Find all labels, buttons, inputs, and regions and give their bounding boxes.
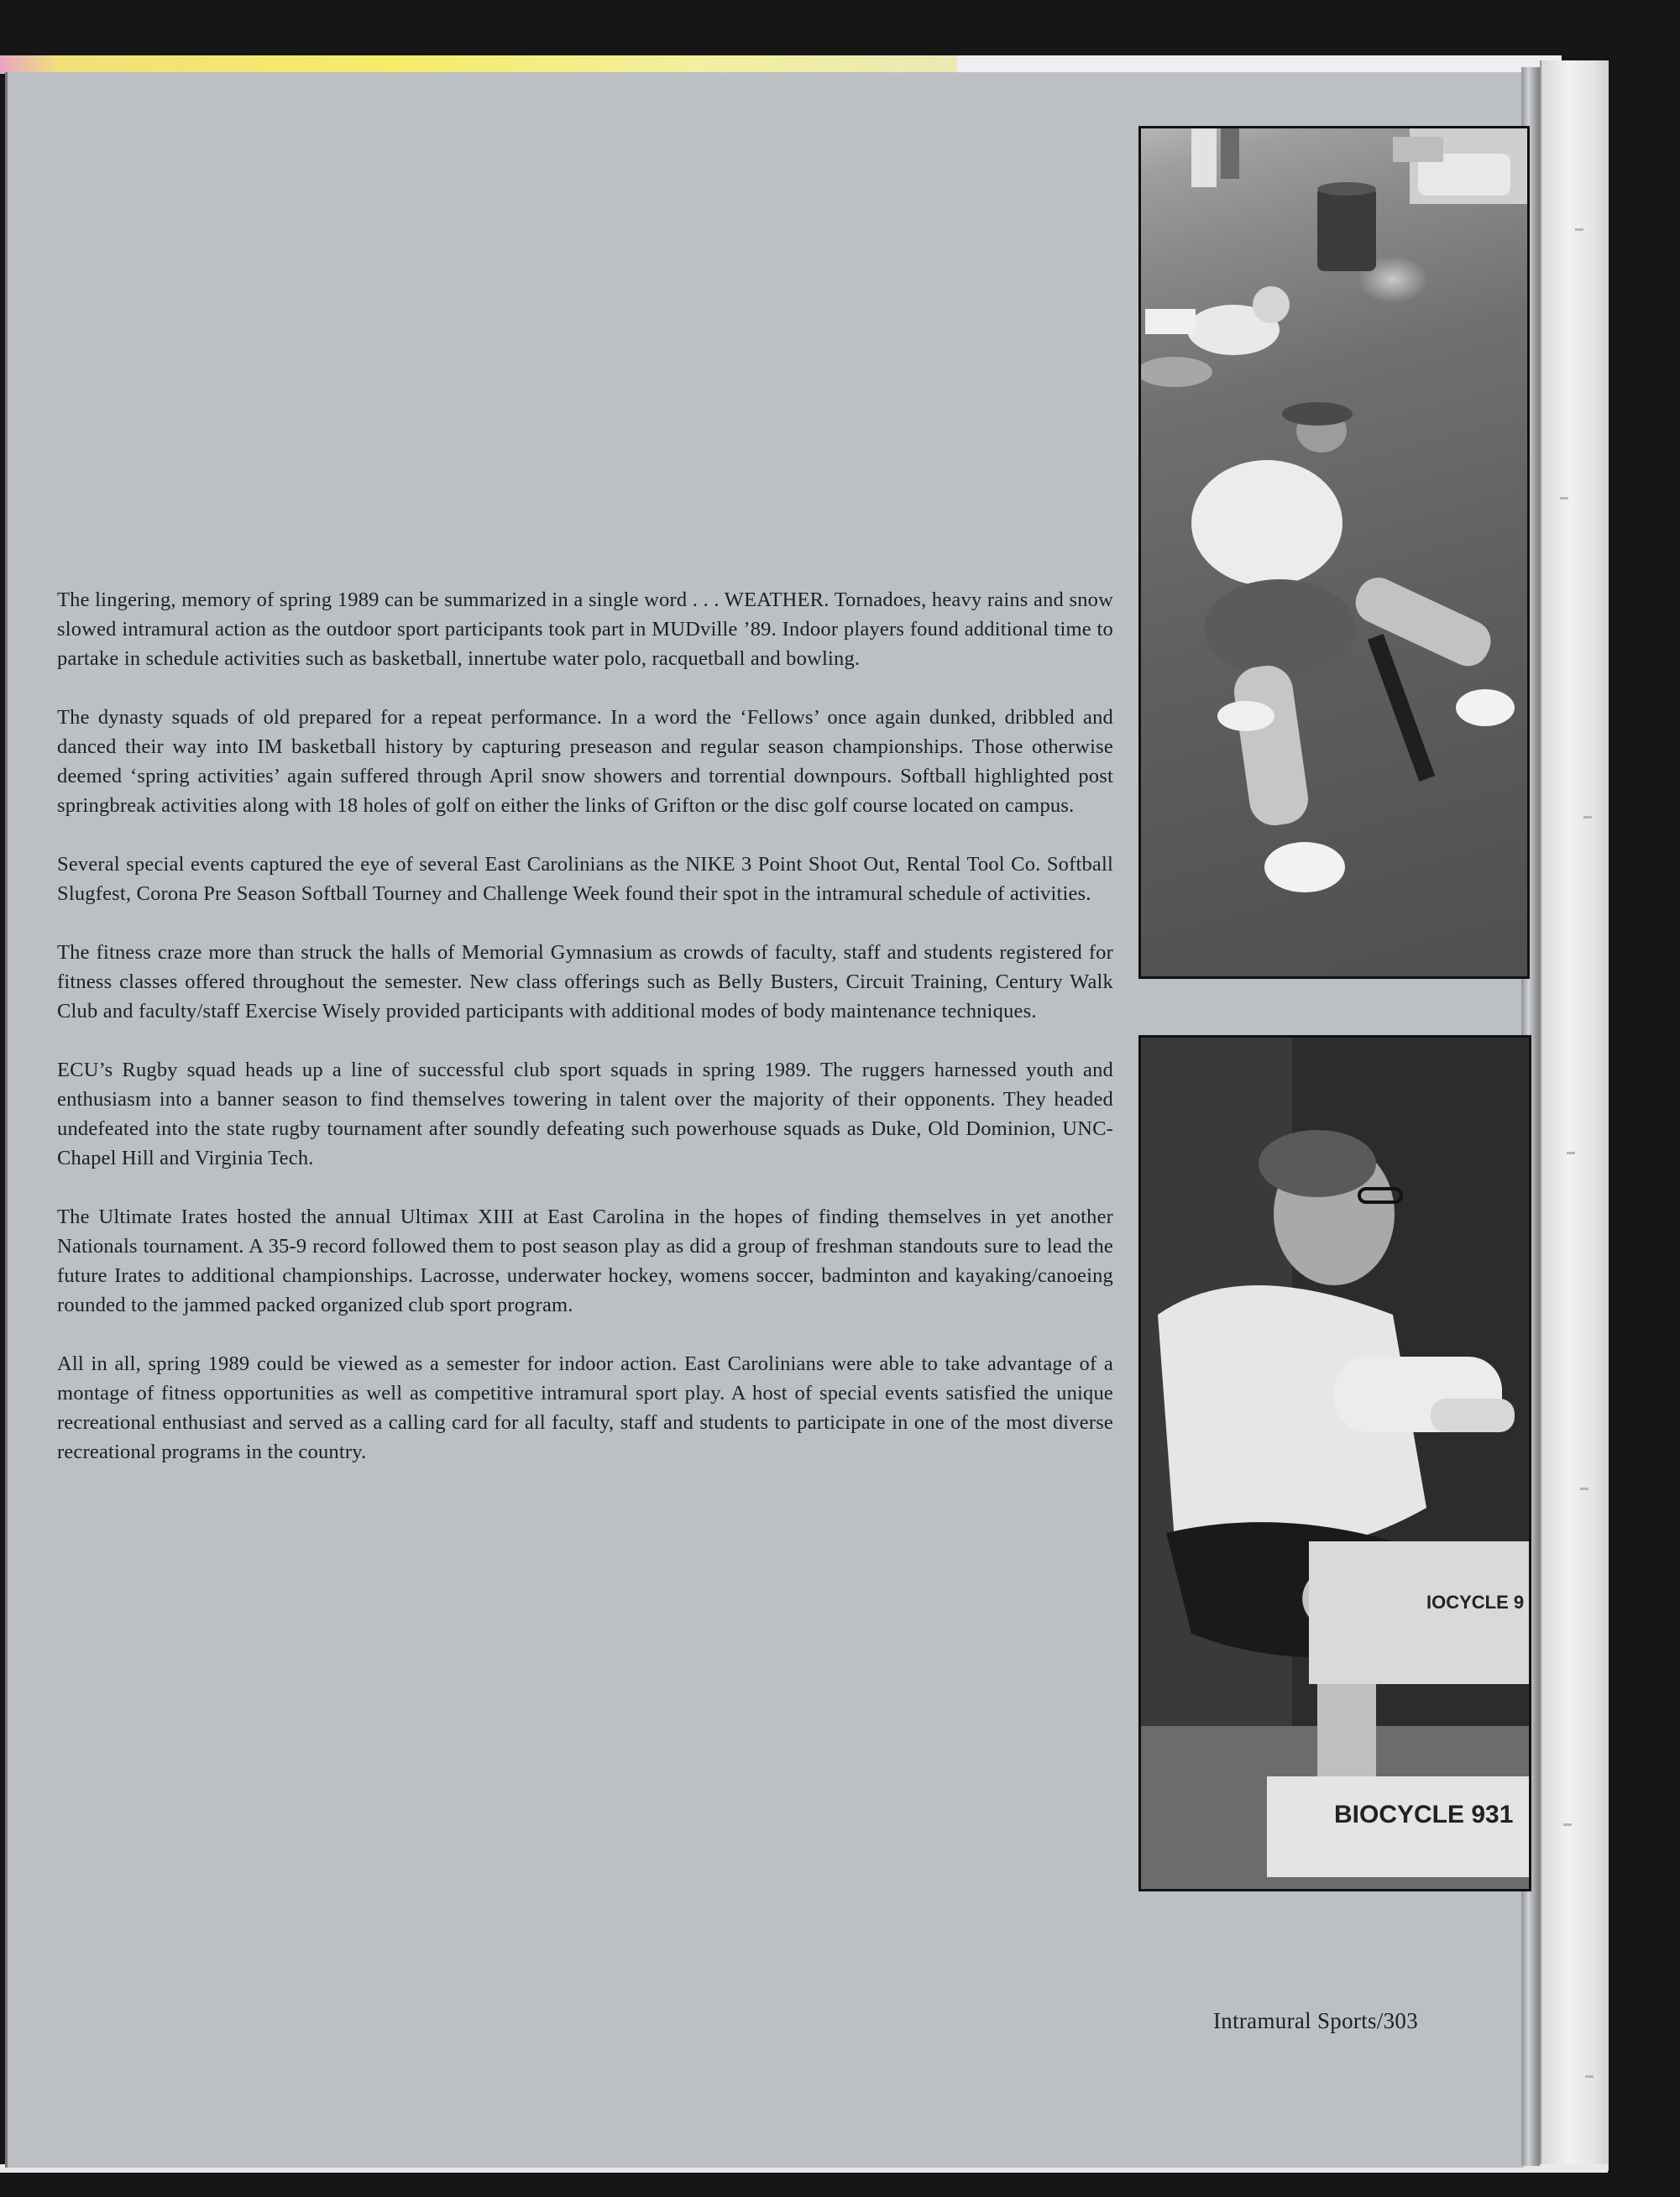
cover-top-edge <box>0 55 991 74</box>
cover-top-edge-right <box>957 55 1562 72</box>
paragraph-weather: The lingering, memory of spring 1989 can be summarized in a single word . . . WEATHER. Tornadoes, heavy rains and snow slowed intramural action as the outdoor sport participants took part in MUDville ’89. Indoor players found additional time to partake in schedule activities such as basketball, innertube water polo, racquetball and bowling. <box>57 588 1113 670</box>
bike-label-lower: BIOCYCLE 931 <box>1334 1801 1514 1828</box>
paragraph-ultimate: The Ultimate Irates hosted the annual Ultimax XIII at East Carolina in the hopes of finding themselves in yet another Nationals tournament. A 35-9 record followed them to post season play as did a group of freshman standouts sure to lead the future Irates to additional championships. Lacrosse, underwater hockey, womens soccer, badminton and kayaking/canoeing rounded to the jammed packed organized club sport program. <box>57 1206 1113 1316</box>
book-cover-edge <box>1540 60 1609 2171</box>
photo-exercise-bike-art <box>1141 1038 1529 1889</box>
paragraph-basketball: The dynasty squads of old prepared for a repeat performance. In a word the ‘Fellows’ once again dunked, dribbled and danced their way into IM basketball history by capturing preseason and regular season championships. Those otherwise deemed ‘spring activities’ again suffered through April snow showers and torrential downpours. Softball highlighted post springbreak activities along with 18 holes of golf on either the links of Grifton or the disc golf course located on campus. <box>57 706 1113 817</box>
article-body <box>57 585 1113 1496</box>
photo-outdoor-game-art <box>1141 128 1527 976</box>
page-folio: Intramural Sports/303 <box>1213 2008 1419 2033</box>
paragraph-rugby: ECU’s Rugby squad heads up a line of successful club sport squads in spring 1989. The ruggers harnessed youth and enthusiasm into a banner season to find themselves towering in talent over the majority of their opponents. They headed undefeated into the state rugby tournament after soundly defeating such powerhouse squads as Duke, Old Dominion, UNC-Chapel Hill and Virginia Tech. <box>57 1059 1113 1169</box>
bike-label-upper: IOCYCLE 9 <box>1426 1592 1525 1613</box>
photo-exercise-bike <box>1138 1035 1531 1891</box>
paragraph-special-events: Several special events captured the eye of several East Carolinians as the NIKE 3 Point Shoot Out, Rental Tool Co. Softball Slugfest, Corona Pre Season Softball Tourney and Challenge Week found their spot in the intramural schedule of activities. <box>57 853 1113 905</box>
paragraph-fitness: The fitness craze more than struck the halls of Memorial Gymnasium as crowds of faculty, staff and students registered for fitness classes offered throughout the semester. New class offerings such as Belly Busters, Circuit Training, Century Walk Club and faculty/staff Exercise Wisely provided participants with additional modes of body maintenance techniques. <box>57 941 1113 1023</box>
paragraph-summary: All in all, spring 1989 could be viewed as a semester for indoor action. East Carolinians were able to take advantage of a montage of fitness opportunities as well as competitive intramural sport play. A host of special events satisfied the unique recreational enthusiast and served as a calling card for all faculty, staff and students to participate in one of the most diverse recreational programs in the country. <box>57 1352 1113 1463</box>
photo-outdoor-game <box>1138 126 1530 979</box>
